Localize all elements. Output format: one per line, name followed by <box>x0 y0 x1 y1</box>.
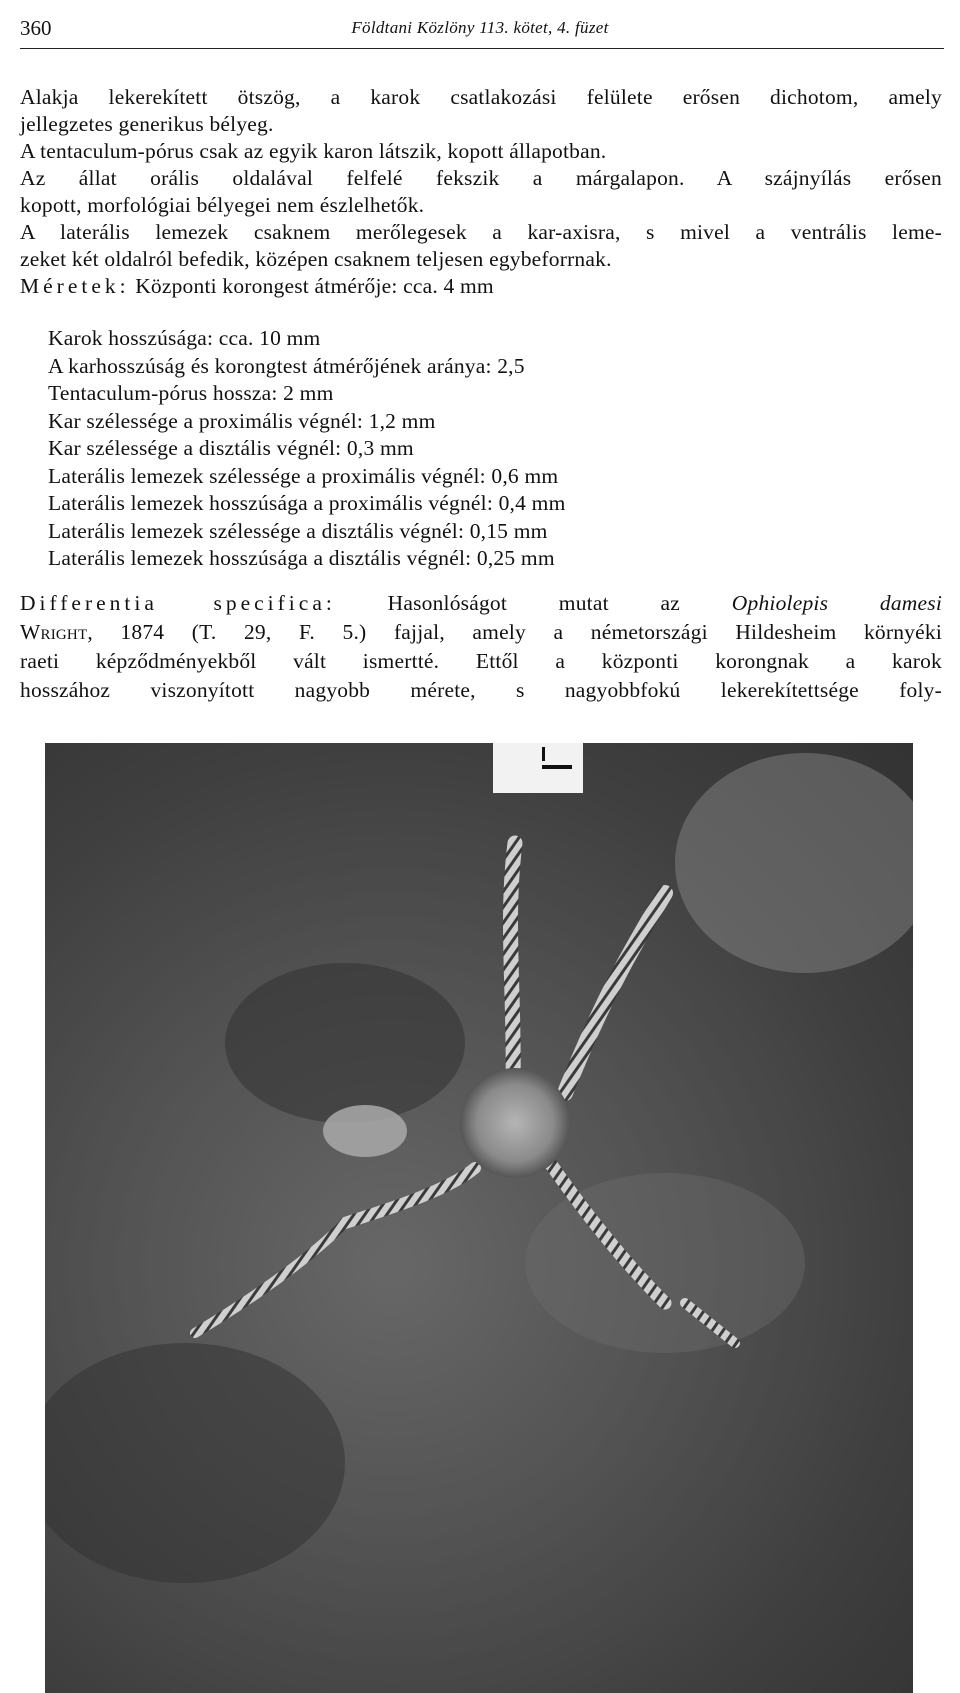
page-number: 360 <box>20 16 52 40</box>
text-line: jellegzetes generikus bélyeg. <box>20 112 274 136</box>
measurements-list <box>48 325 928 573</box>
measurement-item: Laterális lemezek hosszúsága a proximális végnél: 0,4 mm <box>48 491 566 515</box>
differentia-intro: Hasonlóságot mutat az <box>387 591 681 615</box>
text-line: A tentaculum-pórus csak az egyik karon látszik, kopott állapotban. <box>20 139 607 163</box>
description-paragraph <box>20 84 942 300</box>
running-title: Földtani Közlöny 113. kötet, 4. füzet <box>351 18 609 37</box>
text-line: kopott, morfológiai bélyegei nem észlelhetők. <box>20 193 425 217</box>
brittle-star-fossil-image <box>45 743 913 1693</box>
dimensions-heading: Méretek: <box>20 274 130 298</box>
text-line: zeket két oldalról befedik, középen csaknem teljesen egybeforrnak. <box>20 247 612 271</box>
author-name: Wright <box>20 620 88 644</box>
fossil-photograph <box>45 743 913 1693</box>
measurement-item: Laterális lemezek szélessége a disztális végnél: 0,15 mm <box>48 518 548 543</box>
dimensions-heading-line <box>20 273 942 300</box>
text-line <box>20 589 942 618</box>
measurement-item: A karhosszúság és korongtest átmérőjének aránya: 2,5 <box>48 353 525 378</box>
differentia-paragraph <box>20 589 942 705</box>
text-line: Az állat orális oldalával felfelé fekszik a márgalapon. A szájnyílás erősen <box>20 166 942 190</box>
measurement-item: Tentaculum-pórus hossza: 2 mm <box>48 381 334 405</box>
measurement-item: Kar szélessége a proximális végnél: 1,2 mm <box>48 408 436 433</box>
differentia-line2: , 1874 (T. 29, F. 5.) fajjal, amely a németországi Hildesheim környéki <box>87 620 942 644</box>
header-rule <box>20 48 944 49</box>
text-line: A laterális lemezek csaknem merőlegesek a kar-axisra, s mivel a ventrális leme- <box>20 220 942 244</box>
text-line: hosszához viszonyított nagyobb mérete, s nagyobbfokú lekerekítettsége foly- <box>20 678 942 702</box>
dimensions-first-item: Központi korongest átmérője: cca. 4 mm <box>135 274 494 298</box>
page-header <box>20 16 940 46</box>
text-line: Alakja lekerekített ötszög, a karok csatlakozási felülete erősen dichotom, amely <box>20 85 942 109</box>
text-line <box>20 618 942 647</box>
text-line: raeti képződményekből vált ismertté. Ettől a központi korongnak a karok <box>20 649 942 673</box>
measurement-item: Kar szélessége a disztális végnél: 0,3 mm <box>48 436 414 460</box>
differentia-heading: Differentia specifica: <box>20 591 336 615</box>
measurement-item: Karok hosszúsága: cca. 10 mm <box>48 326 321 350</box>
species-name: Ophiolepis damesi <box>731 591 943 615</box>
measurement-item: Laterális lemezek szélessége a proximális végnél: 0,6 mm <box>48 463 559 488</box>
measurement-item: Laterális lemezek hosszúsága a disztális végnél: 0,25 mm <box>48 546 555 570</box>
